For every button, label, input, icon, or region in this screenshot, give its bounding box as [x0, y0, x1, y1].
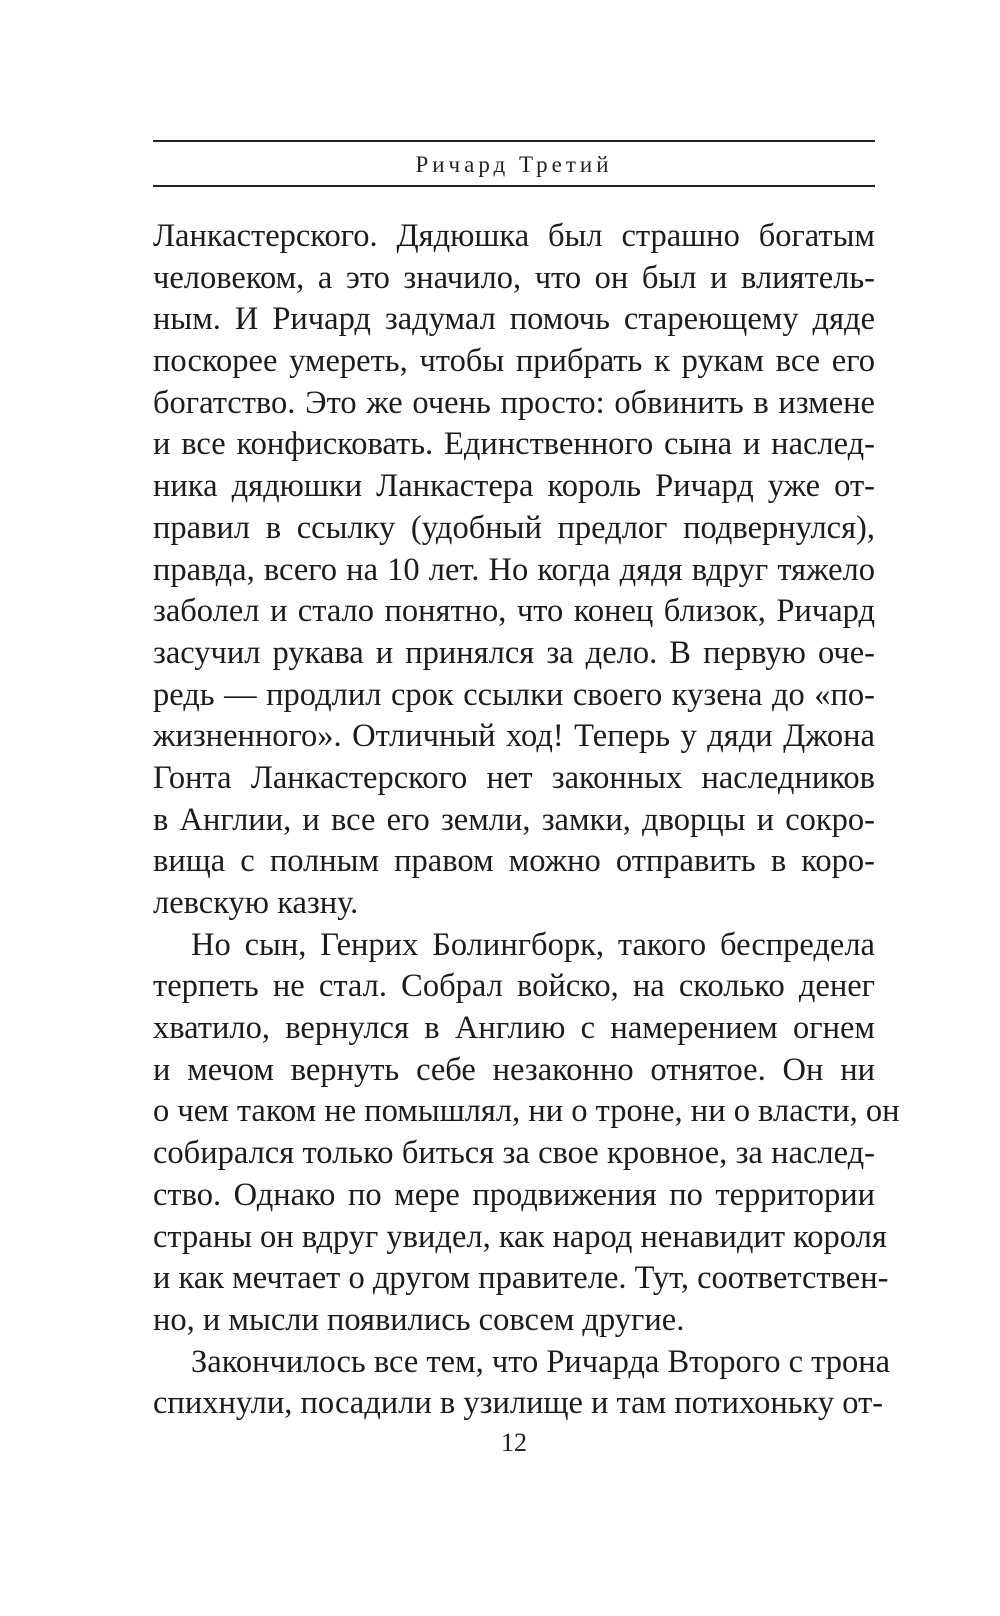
text-line: ника дядюшки Ланкастера король Ричард уже от- — [153, 468, 875, 505]
text-line: вища с полным правом можно отправить в коро- — [153, 843, 875, 880]
text-line: богатство. Это же очень просто: обвинить в измене — [153, 384, 875, 421]
text-line: правил в ссылку (удобный предлог подвернулся), — [153, 509, 875, 546]
text-line: и мечом вернуть себе незаконно отнятое. Он ни — [153, 1051, 875, 1088]
text-line: Гонта Ланкастерского нет законных наследников — [153, 759, 875, 796]
text-line: поскорее умереть, чтобы прибрать к рукам все его — [153, 343, 875, 380]
page-number: 12 — [501, 1428, 527, 1457]
text-line: жизненного». Отличный ход! Теперь у дяди Джона — [153, 718, 875, 755]
text-line: ство. Однако по мере продвижения по территории — [153, 1176, 875, 1213]
text-line: спихнули, посадили в узилище и там потихоньку от- — [153, 1385, 884, 1422]
text-line: заболел и стало понятно, что конец близок, Ричард — [153, 593, 875, 630]
text-line: Ланкастерского. Дядюшка был страшно богатым — [153, 218, 875, 254]
text-line-paragraph-start: Но сын, Генрих Болингборк, такого беспредела — [191, 926, 875, 963]
body-text — [153, 216, 900, 1425]
text-line-paragraph-start: Закончилось все тем, что Ричарда Второго с трона — [191, 1343, 891, 1380]
text-line: ным. И Ричард задумал помочь стареющему дяде — [153, 301, 875, 338]
text-line: и все конфисковать. Единственного сына и наслед- — [153, 426, 875, 463]
running-head: Ричард Третий — [415, 152, 613, 177]
text-line: человеком, а это значило, что он был и влиятель- — [153, 259, 875, 296]
text-line: собирался только биться за свое кровное, за наслед- — [153, 1135, 875, 1172]
text-line: засучил рукава и принялся за дело. В первую оче- — [153, 634, 875, 671]
text-line: левскую казну. — [153, 885, 359, 921]
header-rule-top — [153, 140, 875, 142]
text-line: правда, всего на 10 лет. Но когда дядя вдруг тяжело — [153, 551, 875, 588]
text-line: о чем таком не помышлял, ни о троне, ни о власти, он — [153, 1093, 900, 1130]
header-rule-bottom — [153, 185, 875, 187]
text-line: и как мечтает о другом правителе. Тут, соответствен- — [153, 1260, 889, 1297]
text-line: редь — продлил срок ссылки своего кузена до «по- — [153, 676, 875, 713]
text-line: терпеть не стал. Собрал войско, на сколько денег — [153, 968, 875, 1005]
text-line: но, и мысли появились совсем другие. — [153, 1301, 685, 1338]
text-line: страны он вдруг увидел, как народ ненавидит короля — [153, 1218, 887, 1255]
text-line: хватило, вернулся в Англию с намерением огнем — [153, 1010, 875, 1047]
text-line: в Англии, и все его земли, замки, дворцы и сокро- — [153, 801, 875, 838]
